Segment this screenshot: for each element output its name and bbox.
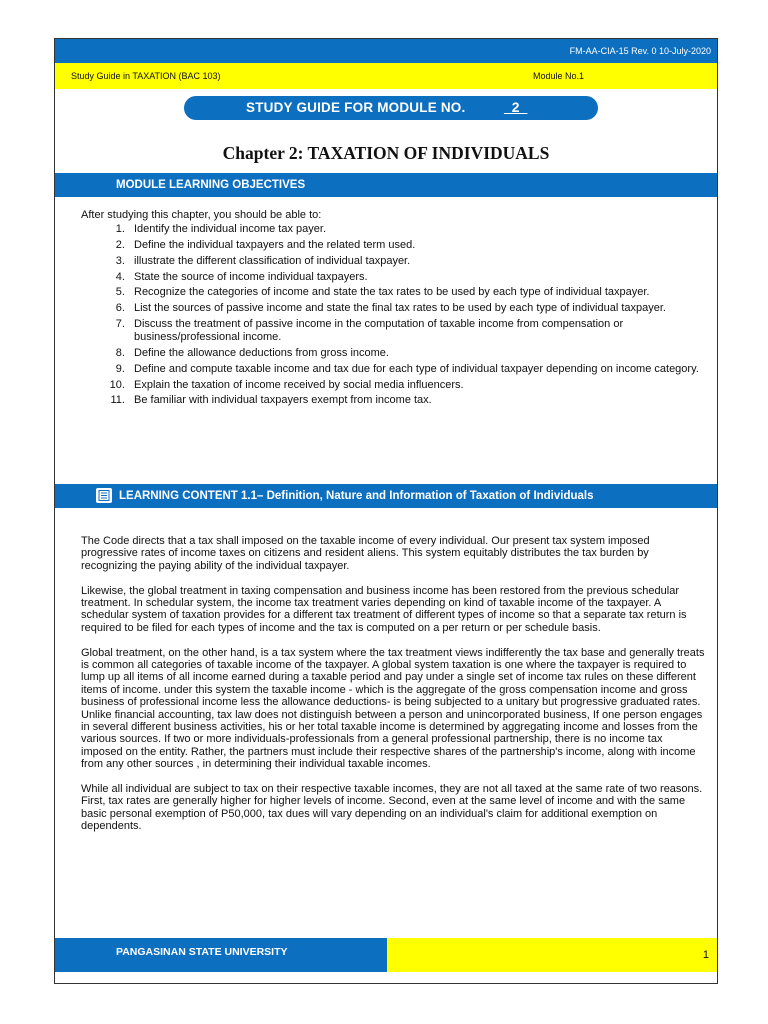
footer-page-bar — [387, 938, 718, 972]
objectives-list — [81, 223, 711, 407]
document-page — [54, 38, 718, 984]
objective-item: 10. Explain the taxation of income received by social media influencers. — [128, 379, 711, 392]
course-title: Study Guide in TAXATION (BAC 103) — [71, 71, 221, 81]
objective-item: 4. State the source of income individual taxpayers. — [128, 271, 711, 284]
content-paragraph: While all individual are subject to tax on their respective taxable incomes, they are not all taxed at the same rate of two reasons. First, tax rates are generally higher for higher levels of income. Second, even at the same level of income and with the same basic personal exemption of P50,000, tax dues will vary depending on an individual's claim for additional exemption on dependents. — [81, 783, 703, 833]
study-guide-banner — [184, 96, 598, 120]
objective-item: 5. Recognize the categories of income and state the tax rates to be used by each type of individual taxpayer. — [128, 286, 711, 299]
objective-item: 9. Define and compute taxable income and tax due for each type of individual taxpayer depending on income category. — [128, 363, 711, 376]
objectives-section — [81, 209, 711, 410]
content-paragraph: The Code directs that a tax shall imposed on the taxable income of every individual. Our present tax system imposed progressive rates of income taxes on citizens and resident aliens. This system equitably distributes the tax burden by recognizing the paying ability of the individual taxpayer. — [81, 535, 650, 572]
objective-item: 1. Identify the individual income tax payer. — [128, 223, 711, 236]
learning-content-header — [55, 484, 717, 508]
objective-item: 2. Define the individual taxpayers and the related term used. — [128, 239, 711, 252]
banner-module-number: _2_ — [504, 99, 528, 115]
objective-item: 11. Be familiar with individual taxpayers exempt from income tax. — [128, 394, 711, 407]
objective-item: 7. Discuss the treatment of passive income in the computation of taxable income from compensation or business/professional income. — [128, 318, 711, 344]
module-number: Module No.1 — [533, 71, 585, 81]
header-top-bar — [55, 39, 717, 63]
document-code: FM-AA-CIA-15 Rev. 0 10-July-2020 — [569, 46, 711, 56]
objective-item: 3. illustrate the different classification of individual taxpayer. — [128, 255, 711, 268]
chapter-title: Chapter 2: TAXATION OF INDIVIDUALS — [222, 143, 550, 163]
objective-item: 6. List the sources of passive income and state the final tax rates to be used by each type of individual taxpayer. — [128, 302, 711, 315]
book-icon — [96, 488, 112, 503]
objectives-heading: MODULE LEARNING OBJECTIVES — [116, 179, 306, 191]
header-sub-bar — [55, 63, 717, 89]
objective-item: 8. Define the allowance deductions from gross income. — [128, 347, 711, 360]
objectives-header — [55, 173, 717, 197]
objectives-intro: After studying this chapter, you should be able to: — [81, 209, 322, 221]
footer-university: PANGASINAN STATE UNIVERSITY — [116, 946, 288, 958]
learning-content-body — [81, 535, 707, 845]
page-number: 1 — [702, 949, 709, 961]
content-paragraph: Likewise, the global treatment in taxing compensation and business income has been restored from the previous schedular treatment. In schedular system, the income tax treatment varies depending on kind of taxable income of the taxpayer. A schedular system of taxation provides for a different tax treatment of different types of income so that a separate tax return is required to be filed for each types of income and the tax is computed on a per return or per schedule basis. — [81, 584, 687, 634]
learning-content-heading: LEARNING CONTENT 1.1– Definition, Nature and Information of Taxation of Individuals — [119, 490, 594, 502]
content-paragraph: Global treatment, on the other hand, is a tax system where the tax treatment views indifferently the tax base and generally treats is common all categories of taxable income of the taxpayer. A global system taxation is one where the taxpayer is required to lump up all items of all income earned during a taxable period and pay under a single set of income tax rules on these different items of income. under this system the taxable income - which is the aggregate of the gross compensation income and gross business of professional income less the allowance deductions- is being subjected to a unitary but progressive graduated rates. Unlike financial accounting, tax law does not distinguish between a person and unincorporated business, If one person engages in several different business activities, his or her total taxable income is determined by aggregating income and losses from the various sources. If two or more individuals-professionals from a general professional partnership, there is no income tax imposed on the entity. Rather, the partners must include their respective shares of the partnership's income, along with income from any other sources , in determining their individual taxable incomes. — [81, 646, 705, 771]
footer-university-bar — [55, 938, 387, 972]
banner-label: STUDY GUIDE FOR MODULE NO. — [246, 100, 466, 115]
